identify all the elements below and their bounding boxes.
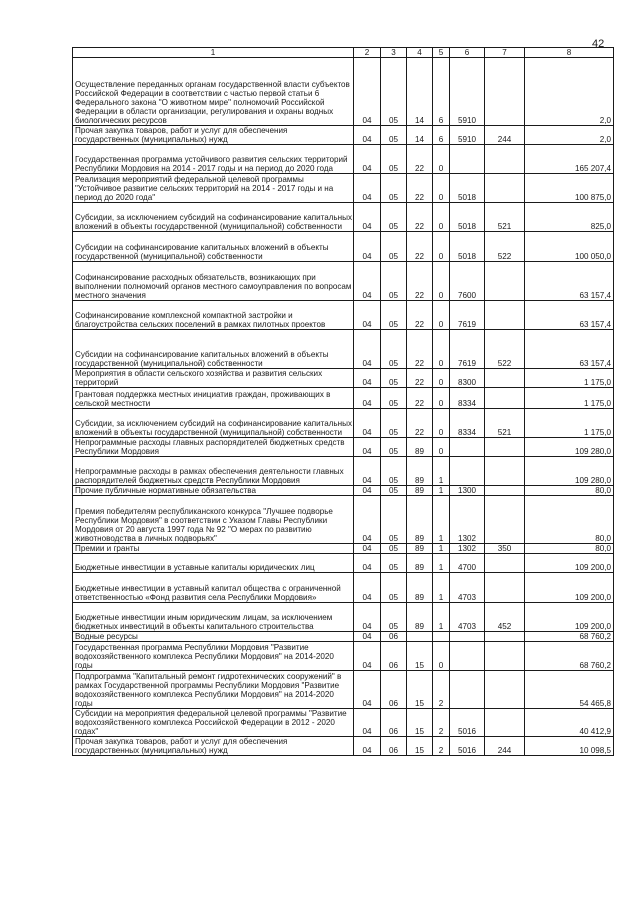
row-code-cell: 04 <box>354 671 381 709</box>
row-code-cell: 7600 <box>450 262 485 301</box>
row-code-cell: 1 <box>433 603 450 632</box>
row-code-cell: 04 <box>354 486 381 496</box>
row-name-cell: Бюджетные инвестиции в уставные капиталы юридических лиц <box>73 554 354 573</box>
row-code-cell <box>450 438 485 457</box>
row-code-cell: 89 <box>407 603 433 632</box>
row-code-cell: 0 <box>433 301 450 330</box>
row-code-cell: 04 <box>354 409 381 438</box>
column-header: 2 <box>354 48 381 58</box>
row-code-cell: 5016 <box>450 709 485 737</box>
table-row <box>73 603 614 632</box>
row-name-cell: Непрограммные расходы главных распорядителей бюджетных средств Республики Мордовия <box>73 438 354 457</box>
row-code-cell: 22 <box>407 301 433 330</box>
row-code-cell: 22 <box>407 262 433 301</box>
row-amount-cell: 109 280,0 <box>525 457 614 486</box>
row-code-cell: 5018 <box>450 174 485 203</box>
table-row <box>73 709 614 737</box>
row-code-cell: 244 <box>485 126 525 145</box>
row-amount-cell: 100 875,0 <box>525 174 614 203</box>
table-row <box>73 388 614 409</box>
table-row <box>73 330 614 369</box>
row-code-cell: 89 <box>407 457 433 486</box>
row-code-cell: 14 <box>407 126 433 145</box>
row-code-cell: 0 <box>433 642 450 671</box>
table-row <box>73 203 614 232</box>
row-code-cell: 05 <box>381 573 407 603</box>
table-row <box>73 145 614 174</box>
row-code-cell <box>433 632 450 642</box>
row-code-cell: 04 <box>354 709 381 737</box>
table-row <box>73 126 614 145</box>
row-name-cell: Непрограммные расходы в рамках обеспечения деятельности главных распорядителей бюджетных средств Республики Мордовия <box>73 457 354 486</box>
row-code-cell: 4700 <box>450 554 485 573</box>
row-code-cell: 22 <box>407 409 433 438</box>
row-amount-cell: 100 050,0 <box>525 232 614 262</box>
table-row <box>73 457 614 486</box>
row-code-cell: 1300 <box>450 486 485 496</box>
row-code-cell: 04 <box>354 145 381 174</box>
row-code-cell: 522 <box>485 330 525 369</box>
row-code-cell: 05 <box>381 145 407 174</box>
row-code-cell: 22 <box>407 330 433 369</box>
row-code-cell: 7619 <box>450 301 485 330</box>
row-amount-cell: 80,0 <box>525 496 614 544</box>
row-amount-cell: 1 175,0 <box>525 388 614 409</box>
row-code-cell: 04 <box>354 388 381 409</box>
table-row <box>73 554 614 573</box>
row-code-cell: 05 <box>381 369 407 388</box>
row-code-cell <box>485 486 525 496</box>
row-code-cell: 22 <box>407 388 433 409</box>
row-code-cell: 15 <box>407 671 433 709</box>
row-code-cell: 22 <box>407 203 433 232</box>
row-code-cell: 1 <box>433 457 450 486</box>
row-code-cell <box>450 642 485 671</box>
table-row <box>73 486 614 496</box>
page-number: 42 <box>592 38 605 50</box>
row-code-cell: 04 <box>354 642 381 671</box>
row-code-cell <box>485 58 525 126</box>
row-code-cell: 04 <box>354 554 381 573</box>
row-code-cell: 04 <box>354 457 381 486</box>
row-code-cell: 04 <box>354 301 381 330</box>
row-code-cell: 5018 <box>450 203 485 232</box>
row-code-cell: 0 <box>433 409 450 438</box>
row-code-cell: 1 <box>433 544 450 554</box>
row-code-cell: 1 <box>433 554 450 573</box>
row-code-cell: 14 <box>407 58 433 126</box>
row-code-cell: 04 <box>354 496 381 544</box>
row-code-cell <box>485 632 525 642</box>
row-code-cell: 05 <box>381 301 407 330</box>
row-code-cell: 06 <box>381 709 407 737</box>
row-code-cell: 0 <box>433 438 450 457</box>
table-row <box>73 496 614 544</box>
row-amount-cell: 63 157,4 <box>525 262 614 301</box>
budget-table <box>72 47 614 756</box>
table-row <box>73 232 614 262</box>
row-name-cell: Софинансирование расходных обязательств, возникающих при выполнении полномочий органов местного самоуправления по вопросам местного значения <box>73 262 354 301</box>
row-name-cell: Реализация мероприятий федеральной целевой программы "Устойчивое развитие сельских территорий на 2014 - 2017 годы и на период до 2020 года" <box>73 174 354 203</box>
column-header: 7 <box>485 48 525 58</box>
row-name-cell: Государственная программа Республики Мордовия "Развитие водохозяйственного комплекса Республики Мордовия" на 2014-2020 годы <box>73 642 354 671</box>
row-code-cell: 0 <box>433 145 450 174</box>
row-code-cell: 22 <box>407 145 433 174</box>
row-name-cell: Субсидии, за исключением субсидий на софинансирование капитальных вложений в объекты государственной (муниципальной) собственности <box>73 409 354 438</box>
row-code-cell: 04 <box>354 438 381 457</box>
row-code-cell: 89 <box>407 573 433 603</box>
row-amount-cell: 68 760,2 <box>525 632 614 642</box>
row-code-cell <box>485 554 525 573</box>
row-code-cell: 0 <box>433 388 450 409</box>
row-amount-cell: 109 280,0 <box>525 438 614 457</box>
table-row <box>73 671 614 709</box>
row-code-cell: 04 <box>354 632 381 642</box>
column-header: 6 <box>450 48 485 58</box>
row-amount-cell: 40 412,9 <box>525 709 614 737</box>
row-code-cell: 05 <box>381 544 407 554</box>
column-header: 1 <box>73 48 354 58</box>
row-code-cell: 06 <box>381 642 407 671</box>
row-code-cell: 04 <box>354 544 381 554</box>
row-amount-cell: 165 207,4 <box>525 145 614 174</box>
row-code-cell: 1 <box>433 496 450 544</box>
row-code-cell <box>485 262 525 301</box>
row-code-cell: 350 <box>485 544 525 554</box>
table-row <box>73 737 614 756</box>
row-code-cell: 8334 <box>450 409 485 438</box>
row-code-cell: 4703 <box>450 573 485 603</box>
row-code-cell <box>485 709 525 737</box>
row-code-cell: 05 <box>381 388 407 409</box>
row-code-cell: 244 <box>485 737 525 756</box>
row-code-cell <box>485 369 525 388</box>
row-amount-cell: 54 465,8 <box>525 671 614 709</box>
row-code-cell: 1302 <box>450 496 485 544</box>
row-code-cell: 22 <box>407 369 433 388</box>
row-code-cell: 04 <box>354 58 381 126</box>
row-amount-cell: 2,0 <box>525 126 614 145</box>
row-name-cell: Прочая закупка товаров, работ и услуг для обеспечения государственных (муниципальных) нужд <box>73 126 354 145</box>
row-code-cell: 5016 <box>450 737 485 756</box>
row-name-cell: Мероприятия в области сельского хозяйства и развития сельских территорий <box>73 369 354 388</box>
row-code-cell: 2 <box>433 671 450 709</box>
row-name-cell: Субсидии на мероприятия федеральной целевой программы "Развитие водохозяйственного комплекса Российской Федерации в 2012 - 2020 годах" <box>73 709 354 737</box>
row-code-cell: 05 <box>381 58 407 126</box>
row-code-cell: 2 <box>433 709 450 737</box>
row-name-cell: Субсидии, за исключением субсидий на софинансирование капитальных вложений в объекты государственной (муниципальной) собственности <box>73 203 354 232</box>
row-code-cell: 0 <box>433 203 450 232</box>
row-code-cell: 89 <box>407 486 433 496</box>
row-code-cell <box>485 388 525 409</box>
row-code-cell: 05 <box>381 126 407 145</box>
row-code-cell: 521 <box>485 409 525 438</box>
row-code-cell: 0 <box>433 369 450 388</box>
table-row <box>73 438 614 457</box>
row-code-cell: 1 <box>433 573 450 603</box>
row-code-cell: 15 <box>407 642 433 671</box>
row-code-cell: 5018 <box>450 232 485 262</box>
table-row <box>73 301 614 330</box>
table-row <box>73 409 614 438</box>
row-code-cell: 7619 <box>450 330 485 369</box>
row-code-cell <box>485 671 525 709</box>
row-code-cell: 6 <box>433 58 450 126</box>
row-code-cell: 6 <box>433 126 450 145</box>
row-code-cell: 0 <box>433 330 450 369</box>
row-name-cell: Государственная программа устойчивого развития сельских территорий Республики Мордовия на 2014 - 2017 годы и на период до 2020 года <box>73 145 354 174</box>
row-code-cell: 05 <box>381 486 407 496</box>
row-code-cell <box>485 174 525 203</box>
row-amount-cell: 68 760,2 <box>525 642 614 671</box>
row-code-cell: 0 <box>433 232 450 262</box>
row-code-cell: 04 <box>354 573 381 603</box>
row-code-cell: 06 <box>381 671 407 709</box>
row-code-cell: 05 <box>381 438 407 457</box>
row-code-cell: 452 <box>485 603 525 632</box>
table-row <box>73 544 614 554</box>
row-code-cell: 15 <box>407 737 433 756</box>
row-amount-cell: 1 175,0 <box>525 409 614 438</box>
row-code-cell: 5910 <box>450 126 485 145</box>
row-code-cell: 06 <box>381 737 407 756</box>
row-code-cell: 05 <box>381 232 407 262</box>
row-amount-cell: 109 200,0 <box>525 554 614 573</box>
row-amount-cell: 10 098,5 <box>525 737 614 756</box>
row-name-cell: Прочая закупка товаров, работ и услуг для обеспечения государственных (муниципальных) нужд <box>73 737 354 756</box>
row-code-cell: 22 <box>407 174 433 203</box>
column-header: 5 <box>433 48 450 58</box>
row-code-cell <box>485 642 525 671</box>
row-code-cell: 522 <box>485 232 525 262</box>
row-amount-cell: 1 175,0 <box>525 369 614 388</box>
row-code-cell: 04 <box>354 737 381 756</box>
row-code-cell: 1 <box>433 486 450 496</box>
row-code-cell <box>485 457 525 486</box>
row-name-cell: Бюджетные инвестиции иным юридическим лицам, за исключением бюджетных инвестиций в объекты капитального строительства <box>73 603 354 632</box>
row-code-cell <box>485 301 525 330</box>
table-row <box>73 369 614 388</box>
table-row <box>73 632 614 642</box>
row-code-cell: 05 <box>381 174 407 203</box>
row-code-cell <box>450 457 485 486</box>
row-code-cell <box>485 496 525 544</box>
row-code-cell: 89 <box>407 544 433 554</box>
row-code-cell: 04 <box>354 369 381 388</box>
row-code-cell <box>485 573 525 603</box>
row-code-cell: 5910 <box>450 58 485 126</box>
row-code-cell <box>450 145 485 174</box>
row-code-cell: 04 <box>354 126 381 145</box>
row-name-cell: Субсидии на софинансирование капитальных вложений в объекты государственной (муниципальной) собственности <box>73 330 354 369</box>
row-code-cell: 05 <box>381 203 407 232</box>
row-code-cell: 1302 <box>450 544 485 554</box>
row-code-cell: 06 <box>381 632 407 642</box>
row-code-cell: 4703 <box>450 603 485 632</box>
row-code-cell: 0 <box>433 174 450 203</box>
column-header: 4 <box>407 48 433 58</box>
row-code-cell: 04 <box>354 232 381 262</box>
row-code-cell: 2 <box>433 737 450 756</box>
row-code-cell: 521 <box>485 203 525 232</box>
row-code-cell: 04 <box>354 203 381 232</box>
row-code-cell: 0 <box>433 262 450 301</box>
row-code-cell: 04 <box>354 603 381 632</box>
row-name-cell: Субсидии на софинансирование капитальных вложений в объекты государственной (муниципальной) собственности <box>73 232 354 262</box>
table-row <box>73 642 614 671</box>
row-code-cell: 05 <box>381 496 407 544</box>
row-code-cell <box>407 632 433 642</box>
table-header-row <box>73 48 614 58</box>
row-code-cell: 8300 <box>450 369 485 388</box>
table-row <box>73 573 614 603</box>
table-row <box>73 174 614 203</box>
row-code-cell: 04 <box>354 262 381 301</box>
row-code-cell: 22 <box>407 232 433 262</box>
row-amount-cell: 825,0 <box>525 203 614 232</box>
row-name-cell: Прочие публичные нормативные обязательства <box>73 486 354 496</box>
row-code-cell <box>485 438 525 457</box>
row-code-cell: 05 <box>381 603 407 632</box>
row-code-cell: 04 <box>354 174 381 203</box>
row-amount-cell: 109 200,0 <box>525 573 614 603</box>
row-code-cell <box>485 145 525 174</box>
row-amount-cell: 2,0 <box>525 58 614 126</box>
row-name-cell: Софинансирование комплексной компактной застройки и благоустройства сельских поселений в рамках пилотных проектов <box>73 301 354 330</box>
table-row <box>73 58 614 126</box>
row-code-cell: 04 <box>354 330 381 369</box>
row-amount-cell: 80,0 <box>525 544 614 554</box>
row-code-cell: 05 <box>381 409 407 438</box>
row-code-cell: 89 <box>407 438 433 457</box>
row-code-cell: 05 <box>381 262 407 301</box>
column-header: 3 <box>381 48 407 58</box>
row-code-cell: 05 <box>381 330 407 369</box>
row-amount-cell: 109 200,0 <box>525 603 614 632</box>
row-code-cell: 15 <box>407 709 433 737</box>
row-code-cell: 89 <box>407 496 433 544</box>
row-code-cell <box>450 671 485 709</box>
row-name-cell: Грантовая поддержка местных инициатив граждан, проживающих в сельской местности <box>73 388 354 409</box>
row-code-cell: 89 <box>407 554 433 573</box>
column-header: 8 <box>525 48 614 58</box>
row-name-cell: Бюджетные инвестиции в уставный капитал общества с ограниченной ответственностью «Фонд развития села Республики Мордовия» <box>73 573 354 603</box>
row-code-cell: 05 <box>381 554 407 573</box>
table-row <box>73 262 614 301</box>
row-name-cell: Премия победителям республиканского конкурса "Лучшее подворье Республики Мордовия" в соответствии с Указом Главы Республики Мордовия от 20 августа 1997 года № 92 "О мерах по развитию животноводства в личных подворьях" <box>73 496 354 544</box>
row-amount-cell: 63 157,4 <box>525 301 614 330</box>
row-code-cell: 8334 <box>450 388 485 409</box>
row-name-cell: Водные ресурсы <box>73 632 354 642</box>
row-amount-cell: 63 157,4 <box>525 330 614 369</box>
row-amount-cell: 80,0 <box>525 486 614 496</box>
row-name-cell: Осуществление переданных органам государственной власти субъектов Российской Федерации в соответствии с частью первой статьи 6 Федерального закона "О животном мире" полномочий Российской Федерации в области организации, регулирования и охраны водных биологических ресурсов <box>73 58 354 126</box>
row-name-cell: Подпрограмма "Капитальный ремонт гидротехнических сооружений" в рамках Государственной программы Республики Мордовия "Развитие водохозяйственного комплекса Республики Мордовия" на 2014-2020 годы <box>73 671 354 709</box>
row-code-cell: 05 <box>381 457 407 486</box>
row-name-cell: Премии и гранты <box>73 544 354 554</box>
row-code-cell <box>450 632 485 642</box>
